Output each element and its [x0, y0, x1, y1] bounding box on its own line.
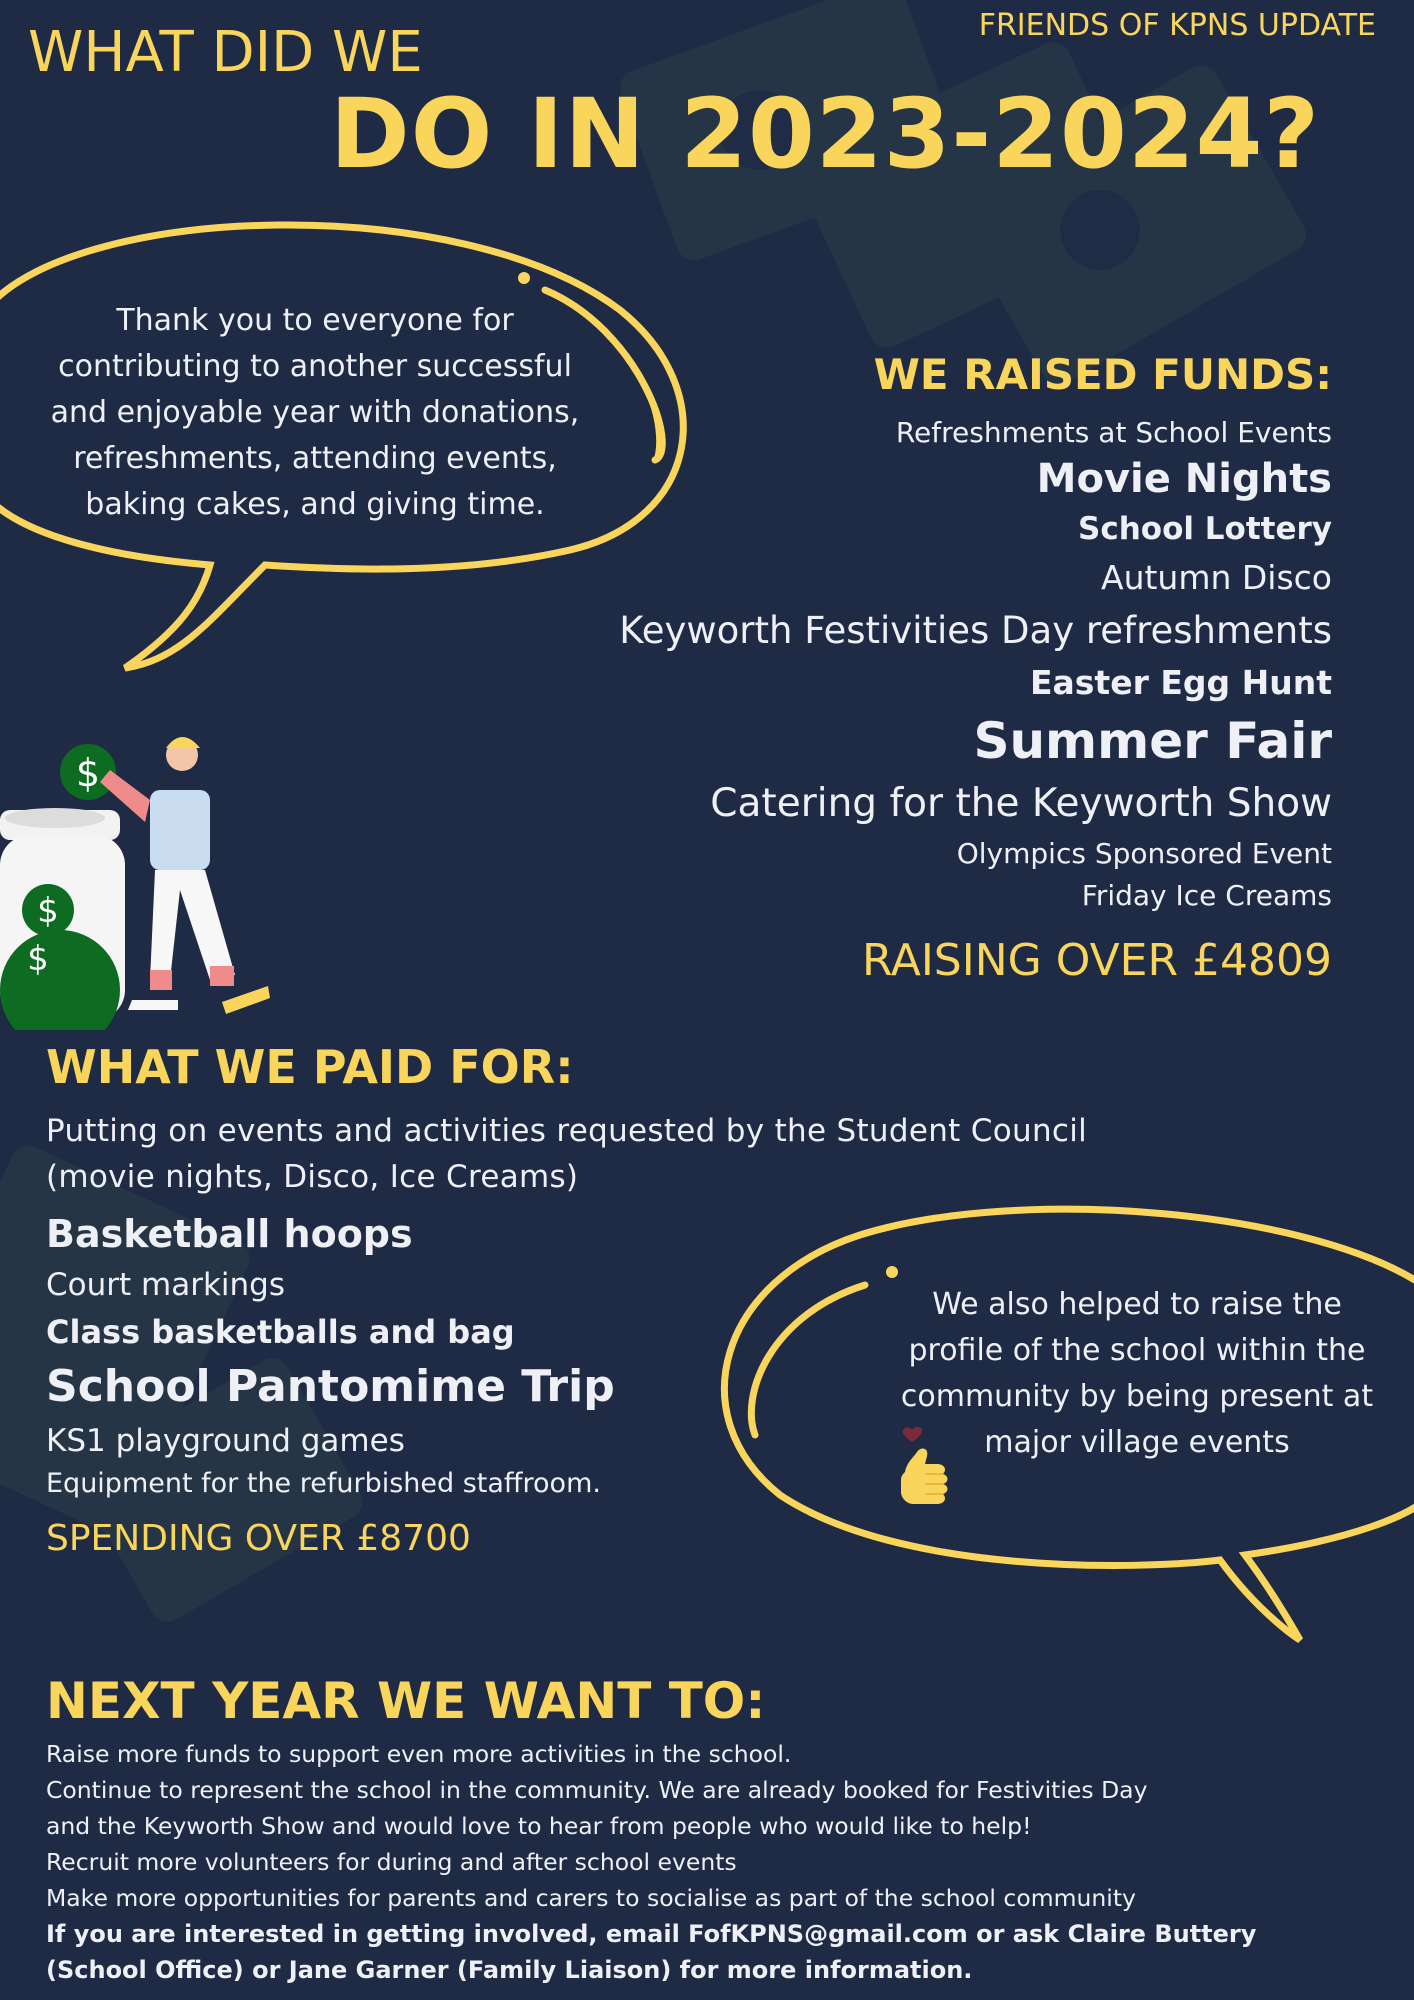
next-year-line: Make more opportunities for parents and carers to socialise as part of the school community: [46, 1884, 1136, 1912]
contact-line: (School Office) or Jane Garner (Family Liaison) for more information.: [46, 1956, 973, 1984]
next-year-line: and the Keyworth Show and would love to hear from people who would like to help!: [46, 1812, 1032, 1840]
next-year-heading: NEXT YEAR WE WANT TO:: [46, 1672, 766, 1730]
next-year-section: [46, 1672, 1336, 1988]
funds-item: School Lottery: [1078, 511, 1332, 547]
paid-item: Class basketballs and bag: [46, 1313, 515, 1351]
funds-raised-section: [432, 350, 1332, 986]
community-line: We also helped to raise the: [932, 1287, 1342, 1322]
paid-item: School Pantomime Trip: [46, 1361, 615, 1412]
funds-heading: WE RAISED FUNDS:: [873, 350, 1332, 399]
next-year-line: Recruit more volunteers for during and after school events: [46, 1848, 737, 1876]
community-line: major village events: [984, 1425, 1290, 1460]
funds-item: Easter Egg Hunt: [1029, 663, 1332, 702]
community-line: profile of the school within the: [908, 1333, 1366, 1368]
svg-text:$: $: [75, 751, 101, 795]
funds-item: Refreshments at School Events: [895, 416, 1332, 449]
paid-heading: WHAT WE PAID FOR:: [46, 1040, 574, 1094]
svg-text:$: $: [27, 939, 49, 979]
funds-item: Keyworth Festivities Day refreshments: [619, 609, 1332, 652]
next-year-line: Raise more funds to support even more activities in the school.: [46, 1740, 792, 1768]
funds-item: Catering for the Keyworth Show: [710, 781, 1332, 826]
money-jar-illustration: [0, 730, 290, 1030]
funds-item: Friday Ice Creams: [1081, 879, 1332, 912]
funds-item: Autumn Disco: [1101, 558, 1332, 597]
thanks-line: Thank you to everyone for: [116, 303, 514, 338]
svg-text:$: $: [37, 891, 59, 931]
paid-item: Court markings: [46, 1267, 285, 1303]
paid-item: Equipment for the refurbished staffroom.: [46, 1468, 601, 1499]
next-year-line: Continue to represent the school in the community. We are already booked for Festivities Day: [46, 1776, 1148, 1804]
funds-total: RAISING OVER £4809: [861, 935, 1332, 986]
funds-item: Olympics Sponsored Event: [956, 837, 1332, 870]
title-line-2: DO IN 2023-2024?: [330, 78, 1321, 190]
header-tag: FRIENDS OF KPNS UPDATE: [978, 8, 1376, 43]
funds-item: Movie Nights: [1036, 456, 1332, 502]
title-line-1: WHAT DID WE: [28, 20, 423, 85]
thanks-line: refreshments, attending events,: [73, 441, 557, 476]
paid-item: Basketball hoops: [46, 1212, 413, 1256]
paid-intro-line: Putting on events and activities requested by the Student Council: [46, 1113, 1088, 1149]
paid-total: SPENDING OVER £8700: [46, 1518, 471, 1559]
paid-item: KS1 playground games: [46, 1423, 405, 1459]
thanks-line: and enjoyable year with donations,: [50, 395, 580, 430]
funds-item: Summer Fair: [973, 712, 1332, 770]
thanks-line: baking cakes, and giving time.: [85, 487, 545, 522]
thumbs-up-icon: [895, 1422, 955, 1532]
thanks-line: contributing to another successful: [58, 349, 572, 384]
community-line: community by being present at: [900, 1379, 1374, 1414]
contact-line: If you are interested in getting involved, email FofKPNS@gmail.com or ask Claire Buttery: [46, 1920, 1257, 1948]
paid-intro-line: (movie nights, Disco, Ice Creams): [46, 1159, 579, 1195]
